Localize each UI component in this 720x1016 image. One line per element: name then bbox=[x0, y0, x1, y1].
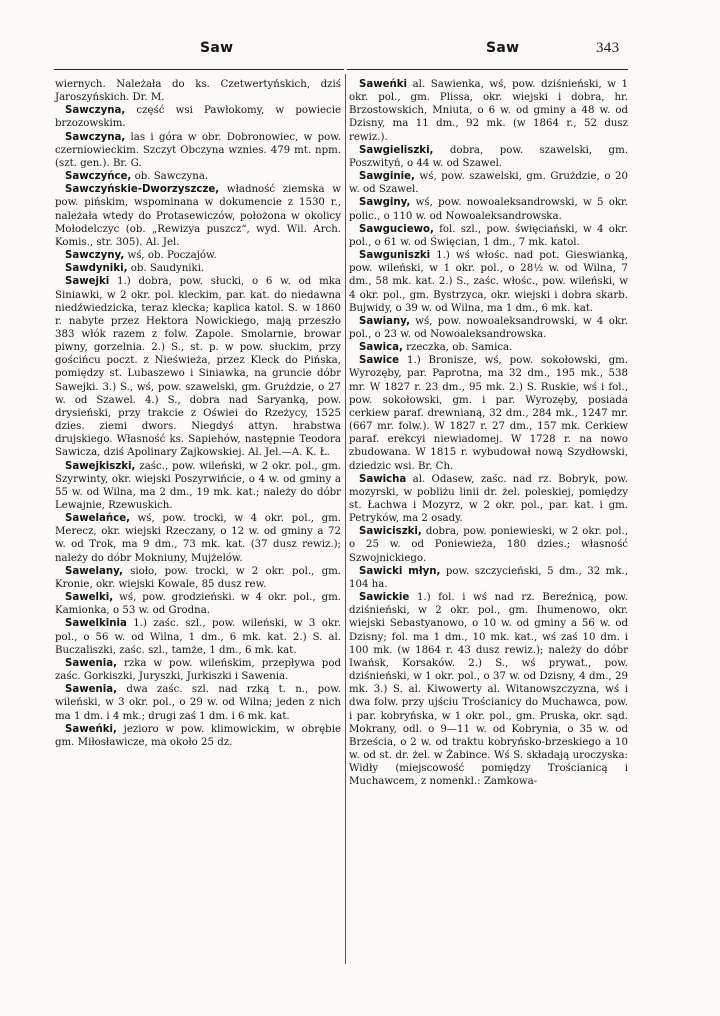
dictionary-entry bbox=[55, 591, 341, 617]
dictionary-entry bbox=[349, 473, 628, 526]
page-number: 343 bbox=[596, 40, 620, 56]
column-divider bbox=[345, 74, 346, 964]
entry-text: władność ziemska w pow. pińskim, wspominana w dokumencie z 1530 r., należała wtedy do Protasewiczów, położona w okolicy Mołodelczyc (ob. „Rewizya puszcz“, wyd. Wil. Arch. Komis., str. 305). Al. Jel. bbox=[55, 184, 341, 248]
entry-headword: Sawenia, bbox=[65, 657, 118, 669]
header-rule-right bbox=[347, 69, 628, 70]
entry-headword: Sawelki, bbox=[65, 592, 114, 604]
entry-text: wś, pow. szawelski, gm. Grużdzie, o 20 w. od Szawel. bbox=[349, 171, 628, 196]
entry-headword: Sawice bbox=[359, 355, 400, 367]
dictionary-entry bbox=[349, 249, 628, 315]
dictionary-entry bbox=[349, 196, 628, 222]
entry-text: ob. Saudyniki. bbox=[130, 263, 205, 275]
entry-text: rzeczka, ob. Samica. bbox=[406, 342, 513, 354]
dictionary-entry bbox=[55, 565, 341, 591]
entry-text: 1.) dobra, pow. słucki, o 6 w. od mka Siniawki, w 2 okr. pol. kleckim, par. kat. do niedawna niedźwiedzicka, teraz klecka; kaplica katol. S. w 1860 r. nabyte przez Hektora Nowickiego, mają przeszło 383 włók razem z folw. Zapole. Smolarnie, browar piwny, gorzelnia. 2.) S., st. p. w pow. słuckim, przy gościńcu poczt. z Nieświeża, przez Kleck do Pińska, pomiędzy st. Lubaszewo i Siniawka, na gruncie dóbr Sawejki. 3.) S., wś, pow. szawelski, gm. Grużdzie, o 27 w. od Szawel. 4.) S., dobra nad Saryanką, pow. drysieński, przy trakcie z Oświei do Rzeżycy, 1525 dzies. ziemi dwors. Niegdyś attyn. hrabstwa drujskiego. Własność ks. Sapiehów, następnie Teodora Sawicza, dziś Apolinary Zajkowskiej. Al. Jel.—A. K. Ł. bbox=[55, 276, 341, 459]
dictionary-entry bbox=[349, 78, 628, 144]
entry-text: fol. szl., pow. święciański, w 4 okr. pol., o 61 w. od Święcian, 1 dm., 7 mk. katol. bbox=[349, 223, 628, 248]
dictionary-entry bbox=[349, 223, 628, 249]
dictionary-entry bbox=[349, 591, 628, 788]
entry-headword: Sawczyna, bbox=[65, 131, 126, 143]
dictionary-entry bbox=[55, 657, 341, 683]
entry-headword: Sawejkiszki, bbox=[65, 460, 136, 472]
entry-text: sioło, pow. trocki, w 2 okr. pol., gm. Kronie, okr. wiejski Kowale, 85 dusz rew. bbox=[55, 565, 341, 590]
right-column bbox=[349, 78, 628, 788]
dictionary-entry bbox=[55, 460, 341, 513]
entry-headword: Sawenia, bbox=[65, 684, 118, 696]
entry-headword: Sawickie bbox=[359, 592, 410, 604]
dictionary-entry bbox=[55, 683, 341, 722]
dictionary-entry bbox=[349, 341, 628, 354]
entry-text: 1.) Bronisze, wś, pow. sokołowski, gm. Wyrozęby, par. Paprotna, ma 32 dm., 195 mk., 538 mr. W 1827 r. 23 dm., 95 mk. 2.) S. Ruskie, wś i fol., pow. sokołowski, gm. i par. Wyrozęby, posiada cerkiew paraf. drewnianą, 32 dm., 284 mk., 1247 mr. (667 mr. folw.). W 1827 r. 27 dm., 157 mk. Cerkiew paraf. erekcyi niewiadomej. W 1728 r. na nowo zbudowana. W 1815 r. wybudował nową Szydłowski, dziedzic wsi. Br. Ch. bbox=[349, 355, 628, 472]
entry-text: wś, pow. trocki, w 4 okr. pol., gm. Merecz, okr. wiejski Rzeczany, o 12 w. od gminy a 72 w. od Trok, ma 9 dm., 73 mk. kat. (37 dusz rewiz.); należy do dóbr Mokniuny, Mujżelów. bbox=[55, 513, 341, 564]
entry-text: zaśc., pow. wileński, w 2 okr. pol., gm. Szyrwinty, okr. wiejski Poszyrwińcie, o 4 w. od gminy a 55 w. od Wilna, ma 2 dm., 19 mk. kat.; należy do dóbr Lewajnie, Rzewuskich. bbox=[55, 460, 342, 511]
entry-text: rzka w pow. wileńskim, przepływa pod zaśc. Gorkiszki, Juryszki, Jurkiszki i Sawenia. bbox=[55, 657, 341, 683]
entry-headword: Sawguciewo, bbox=[359, 223, 434, 235]
entry-headword: Sawdyniki, bbox=[65, 263, 128, 275]
entry-headword: Sawelany, bbox=[65, 565, 123, 577]
dictionary-entry bbox=[349, 525, 628, 564]
running-head-center: Saw bbox=[486, 40, 520, 56]
entry-text: wś, pow. nowoaleksandrowski, w 4 okr. pol., o 23 w. od Nowoaleksandrowska. bbox=[349, 315, 628, 340]
dictionary-entry bbox=[55, 275, 341, 459]
dictionary-entry bbox=[349, 354, 628, 472]
dictionary-entry bbox=[55, 104, 341, 130]
entry-text: dobra, pow. poniewieski, w 2 okr. pol., o 25 w. od Poniewieża, 180 dzies.; własność Szwojnickiego. bbox=[349, 526, 628, 564]
entry-text: al. Odasew, zaśc. nad rz. Bobryk, pow. mozyrski, w pobliżu linii dr. żel. poleskiej, pomiędzy st. Łachwa i Mozyrz, w 2 okr. pol., par. kat. i gm. Petryków, ma 2 osady. bbox=[349, 473, 628, 525]
entry-headword: Sawelkinia bbox=[65, 618, 127, 630]
entry-headword: Sawgieliszki, bbox=[359, 144, 434, 156]
entry-text: wś, pow. nowoaleksandrowski, w 5 okr. polic., o 110 w. od Nowoaleksandrowska. bbox=[349, 197, 628, 222]
entry-text: ob. Sawczyna. bbox=[134, 171, 209, 183]
dictionary-entry bbox=[55, 131, 341, 170]
dictionary-entry bbox=[55, 262, 341, 275]
entry-headword: Sawicki młyn, bbox=[359, 565, 441, 577]
entry-text: al. Sawienka, wś, pow. dziśnieński, w 1 okr. pol., gm. Plissa, okr. wiejski i dobra, hr. Brzostowskich, Mniuta, o 6 w. od gminy a 48 w. od Dzisny, ma 11 dm., 92 mk. (w 1864 r., 52 dusz rewiz.). bbox=[349, 79, 628, 143]
left-column bbox=[55, 78, 341, 749]
entry-headword: Sawginie, bbox=[359, 171, 415, 183]
entry-headword: Sawelańce, bbox=[65, 513, 130, 525]
entry-text: wiernych. Należała do ks. Czetwertyńskich, dziś Jaroszyńskich. Dr. M. bbox=[55, 79, 341, 104]
entry-text: dwa zaśc. szl. nad rzką t. n., pow. wileński, w 3 okr. pol., o 29 w. od Wilna; jeden z nich ma 1 dm. i 4 mk.; drugi zaś 1 dm. i 6 mk. kat. bbox=[55, 684, 341, 722]
entry-headword: Sawczyna, bbox=[65, 105, 126, 117]
entry-headword: Sawiciszki, bbox=[359, 526, 422, 538]
dictionary-entry bbox=[55, 170, 341, 183]
dictionary-entry bbox=[55, 249, 341, 262]
entry-text: las i góra w obr. Dobronowiec, w pow. czerniowieckim. Szczyt Obczyna wznies. 479 mt. npm. (szt. gen.). Br. G. bbox=[55, 131, 341, 169]
dictionary-entry bbox=[55, 512, 341, 565]
dictionary-entry bbox=[349, 144, 628, 170]
dictionary-entry bbox=[55, 183, 341, 249]
entry-headword: Sawginy, bbox=[359, 197, 411, 209]
running-head-left: Saw bbox=[200, 40, 234, 56]
dictionary-entry bbox=[55, 723, 341, 749]
entry-text: dobra, pow. szawelski, gm. Poszwityń, o 44 w. od Szawel. bbox=[349, 144, 628, 169]
entry-text: wś, pow. grodzieński. w 4 okr. pol., gm. Kamionka, o 53 w. od Grodna. bbox=[55, 592, 341, 617]
dictionary-entry bbox=[55, 78, 341, 104]
dictionary-entry bbox=[349, 565, 628, 591]
header-rule-left bbox=[54, 69, 344, 70]
entry-headword: Sawczyny, bbox=[65, 250, 125, 262]
entry-headword: Sawejki bbox=[65, 276, 110, 288]
entry-text: 1.) zaśc. szl., pow. wileński, w 3 okr. pol., o 56 w. od Wilna, 1 dm., 6 mk. kat. 2.) S. al. Buczaliszki, zaśc. szl., tamże, 1 dm., 6 mk. kat. bbox=[55, 618, 341, 656]
entry-headword: Sawguniszki bbox=[359, 250, 431, 262]
dictionary-entry bbox=[349, 315, 628, 341]
entry-headword: Sawczyńskie-Dworzyszcze, bbox=[65, 184, 220, 196]
entry-text: 1.) fol. i wś nad rz. Bereźnicą, pow. dziśnieński, w 2 okr. pol., gm. Ihumenowo, okr. wiejski Sebastyanowo, o 10 w. od gminy a 56 w. od Dzisny; fol. ma 1 dm., 10 mk. kat., wś zaś 10 dm. i 100 mk. (w 1864 r. 43 dusz rewiz.); należy do dóbr Iwańsk, Korsaków. 2.) S., wś prywat., pow. dziśnieński, w 1 okr. pol., o 37 w. od Dzisny, 4 dm., 29 mk. 3.) S. al. Kiwowerty al. Witanowszczyzna, wś i dwa folw. przy ujściu Trościanicy do Muchawca, pow. i par. kobryńska, w 1 okr. pol., gm. Pruska, okr. sąd. Mokrany, odl. o 9—11 w. od Kobrynia, o 35 w. od Brześcia, o 2 w. od traktu kobryńsko-brzeskiego a 10 w. od st. dr. żel. w Żabince. Wś S. składają uroczyska: Widły (miejscowość pomiędzy Trościanicą i Muchawcem, z nomenkl.: Zamkowa- bbox=[349, 592, 628, 788]
entry-headword: Sawica, bbox=[359, 342, 403, 354]
entry-headword: Sawicha bbox=[359, 473, 407, 485]
entry-text: wś, ob. Poczajów. bbox=[127, 250, 217, 262]
entry-headword: Sawczyńce, bbox=[65, 171, 132, 183]
entry-headword: Saweńki, bbox=[65, 723, 117, 735]
dictionary-entry bbox=[55, 617, 341, 656]
dictionary-entry bbox=[349, 170, 628, 196]
entry-text: część wsi Pawłokomy, w powiecie brzozowskim. bbox=[55, 105, 341, 130]
entry-headword: Sawiany, bbox=[359, 315, 410, 327]
entry-text: jezioro w pow. klimowickim, w obrębie gm. Miłosławicze, ma około 25 dz. bbox=[55, 723, 341, 748]
entry-text: pow. szczycieński, 5 dm., 32 mk., 104 ha. bbox=[349, 565, 628, 590]
entry-text: 1.) wś włośc. nad pot. Gieswianką, pow. wileński, w 1 okr. pol., o 28½ w. od Wilna, 7 dm., 58 mk. kat. 2.) S., zaśc. włośc., pow. wileński, w 4 okr. pol., gm. Bystrzyca, okr. wiejski i dobra skarb. Bujwidy, o 39 w. od Wilna, ma 1 dm., 6 mk. kat. bbox=[349, 250, 628, 314]
entry-headword: Saweńki bbox=[359, 79, 408, 90]
